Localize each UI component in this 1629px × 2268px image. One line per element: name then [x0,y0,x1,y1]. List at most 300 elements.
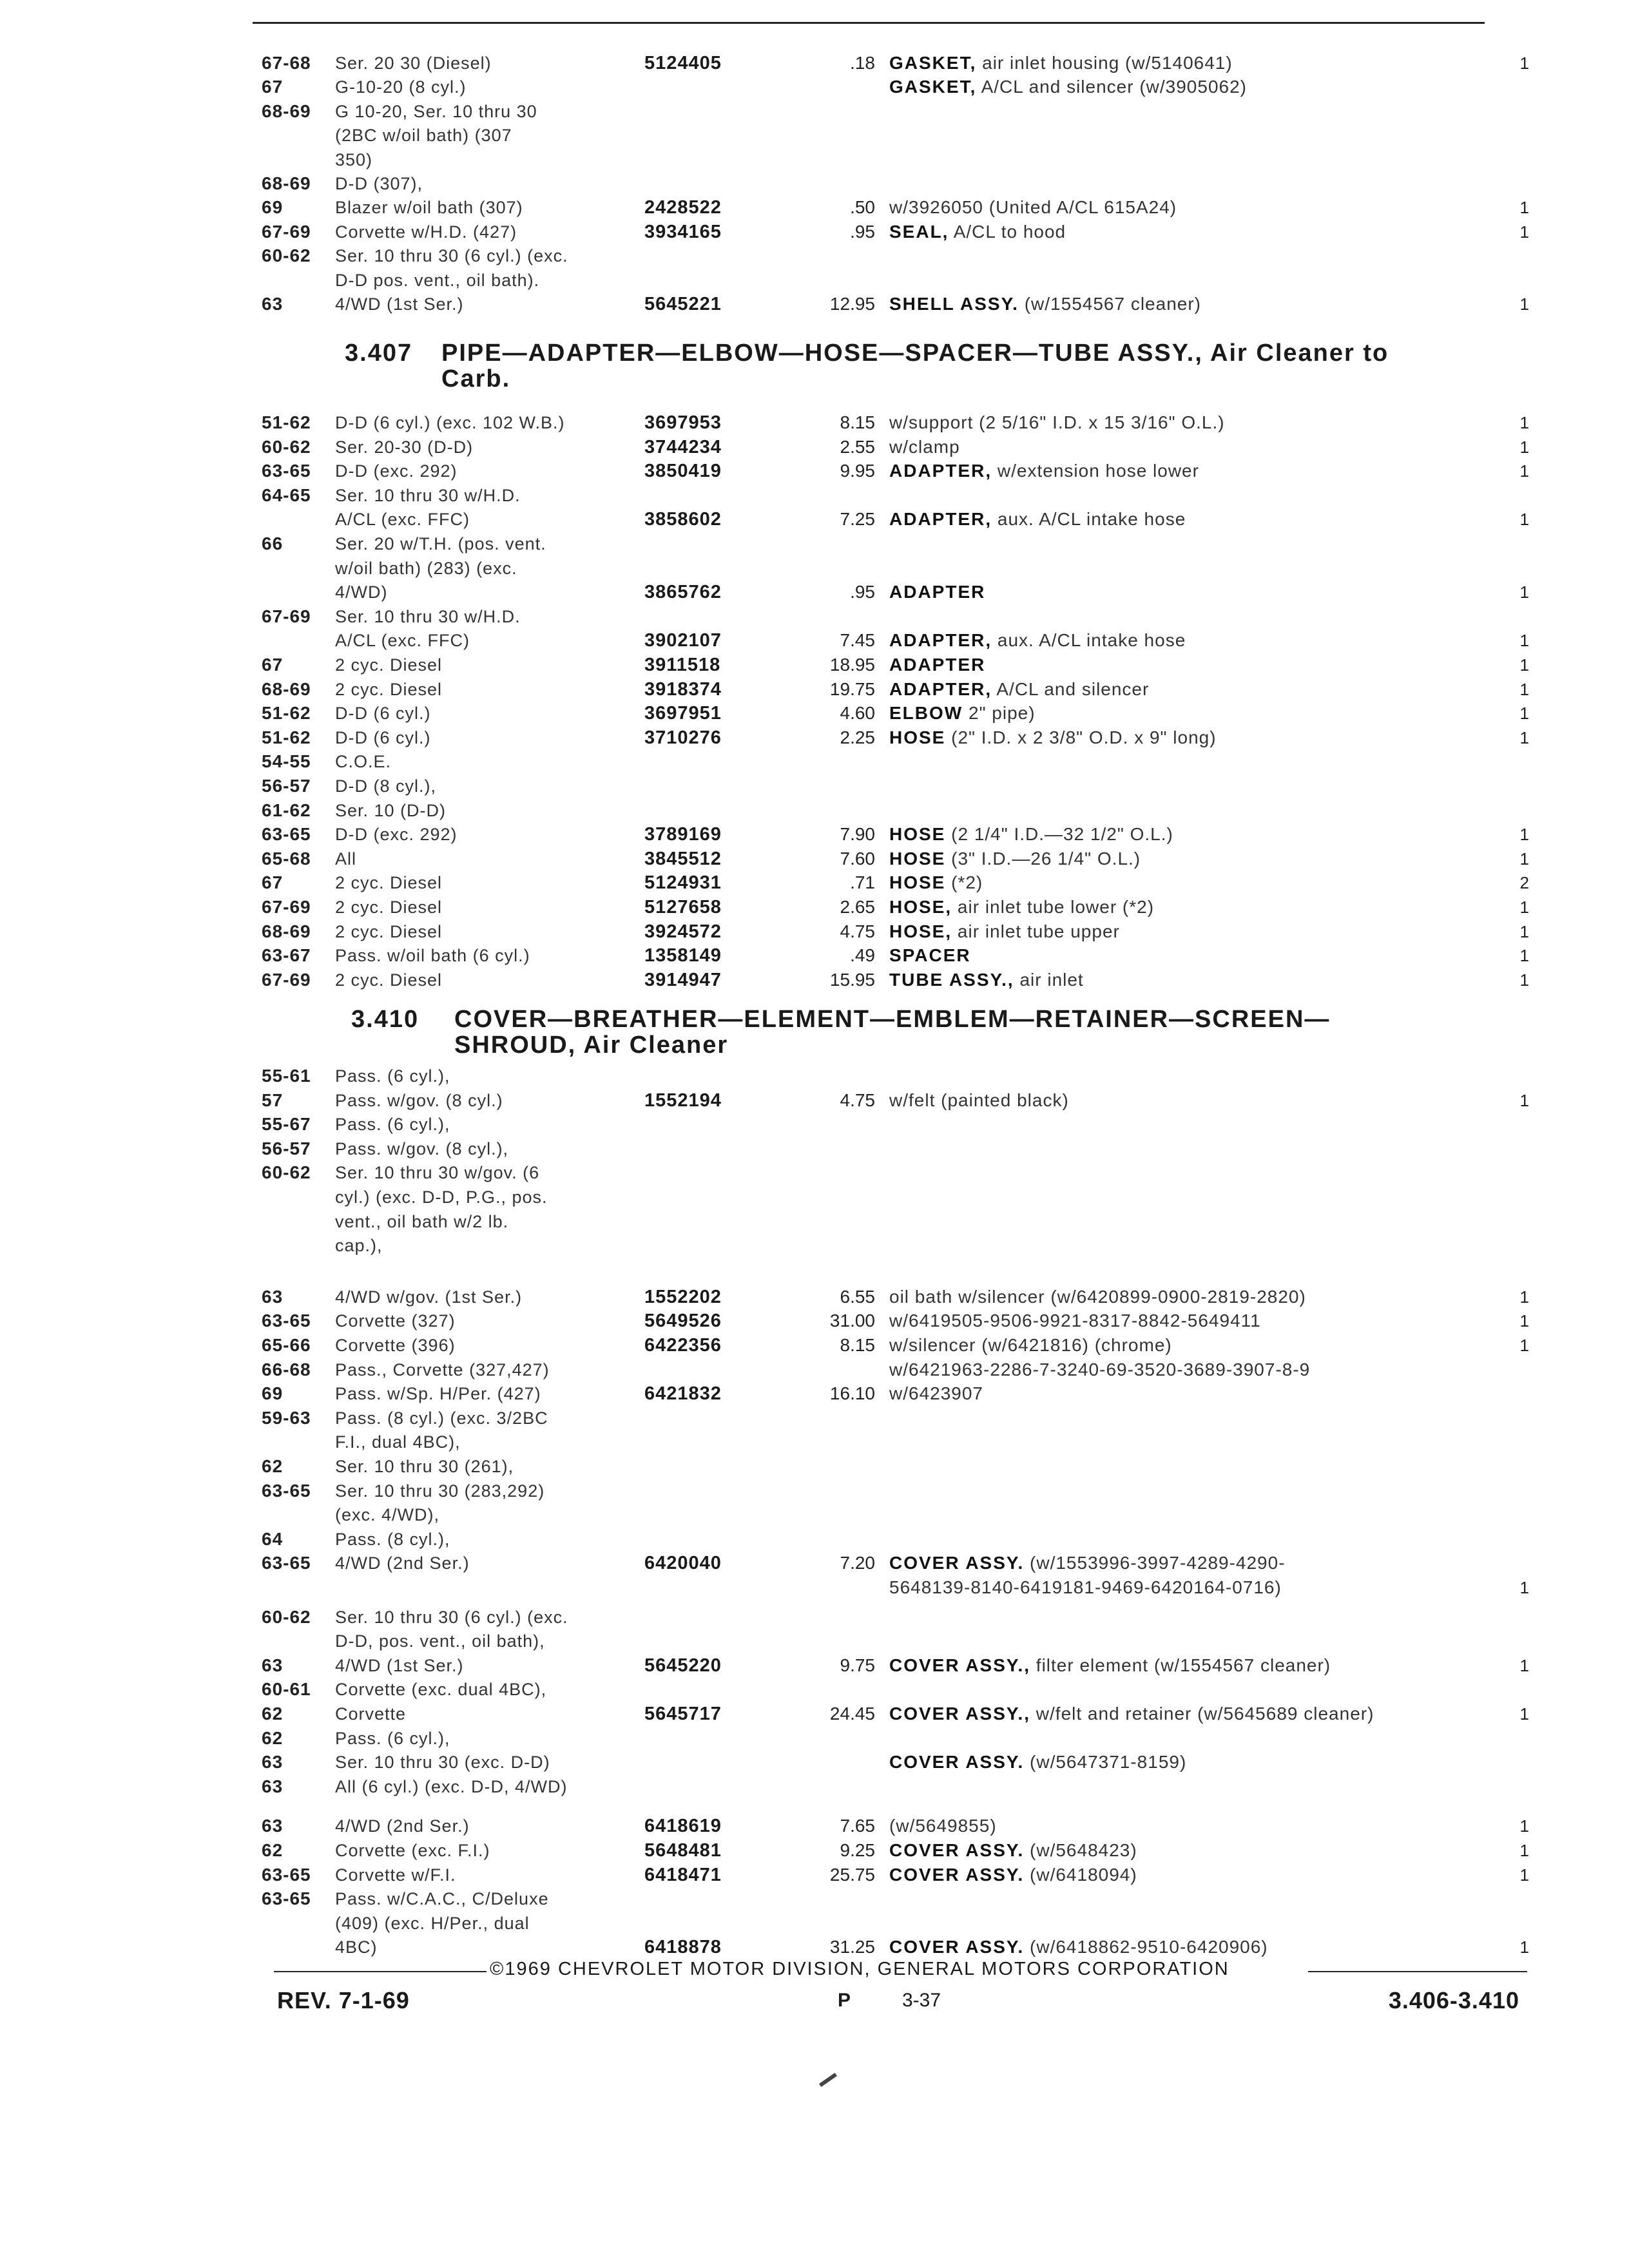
section-title: PIPE—ADAPTER—ELBOW—HOSE—SPACER—TUBE ASSY., Air Cleaner to [441,340,1389,367]
application: D-D, pos. vent., oil bath), [335,1631,545,1651]
model-years: 61-62 [262,800,311,820]
model-years: 60-62 [262,245,311,266]
page-prefix: P [838,1990,851,2011]
quantity: 1 [1519,222,1529,242]
price: 24.45 [829,1704,875,1724]
quantity: 1 [1519,825,1529,845]
part-number: 1358149 [644,945,722,966]
item-name: HOSE [889,824,946,845]
item-name: ADAPTER [889,655,986,675]
item-detail: w/6423907 [889,1383,984,1404]
description [889,74,1247,100]
application: (exc. 4/WD), [335,1505,440,1525]
application: 2 cyc. Diesel [335,873,443,893]
application: Ser. 10 thru 30 (exc. D-D) [335,1753,550,1773]
part-number: 3865762 [644,582,722,603]
model-years: 60-62 [262,1162,311,1183]
price: 7.25 [840,509,875,530]
description [889,1381,983,1407]
model-years: 67-68 [262,53,311,73]
description [889,579,985,605]
price: 7.90 [840,824,875,845]
item-name: ADAPTER [889,582,986,602]
quantity: 1 [1519,970,1529,990]
item-name: COVER ASSY. [889,1553,1025,1573]
price: 2.25 [840,727,875,747]
table-row [0,291,1629,320]
application: Corvette w/H.D. (427) [335,222,517,242]
model-years: 65-68 [262,848,311,869]
quantity: 1 [1519,679,1529,699]
description [889,506,1186,532]
item-detail: oil bath w/silencer (w/6420899-0900-2819-2820) [889,1286,1306,1307]
description [889,1575,1282,1600]
application: Pass. (8 cyl.) (exc. 3/2BC [335,1408,548,1428]
model-years: 68-69 [262,173,311,193]
item-detail: (w/6418094) [1030,1864,1137,1885]
model-years: 63-65 [262,1888,311,1909]
price: 7.20 [840,1553,875,1573]
quantity: 1 [1519,1090,1529,1110]
application: D-D (exc. 292) [335,461,458,481]
part-number: 3914947 [644,969,722,990]
part-number: 3850419 [644,461,722,482]
section-number: 3.407 [345,340,413,367]
model-years: 51-62 [262,727,311,747]
item-name: HOSE [889,727,946,747]
application: Corvette w/F.I. [335,1865,456,1885]
model-years: 63 [262,1816,284,1836]
application: cap.), [335,1236,383,1256]
price: .49 [850,945,875,966]
model-years: 66-68 [262,1359,311,1379]
quantity: 1 [1519,1578,1529,1597]
model-years: 63-65 [262,1553,311,1573]
application: Ser. 20 w/T.H. (pos. vent. [335,534,546,553]
footer-rule-left [274,1971,487,1972]
description [889,1357,1310,1383]
application: Ser. 10 thru 30 w/H.D. [335,485,521,505]
part-number: 5124405 [644,53,722,73]
application: Pass. w/Sp. H/Per. (427) [335,1384,541,1404]
item-detail: (2" I.D. x 2 3/8" O.D. x 9" long) [951,727,1217,747]
application: Ser. 10 thru 30 (6 cyl.) (exc. [335,1607,568,1627]
model-years: 69 [262,197,284,218]
part-number: 6418471 [644,1864,722,1885]
description [889,1088,1069,1113]
application: Blazer w/oil bath (307) [335,198,523,218]
quantity: 1 [1519,1655,1529,1675]
price: 25.75 [829,1864,875,1885]
item-name: ADAPTER, [889,630,992,651]
application: Pass. (8 cyl.), [335,1529,450,1549]
item-name: GASKET, [889,77,977,97]
table-row [0,1233,1629,1261]
application: 4/WD w/gov. (1st Ser.) [335,1287,523,1307]
item-name: HOSE [889,848,946,869]
item-detail: w/support (2 5/16" I.D. x 15 3/16" O.L.) [889,412,1225,432]
part-number: 6421832 [644,1383,722,1405]
model-years: 68-69 [262,101,311,121]
application: 2 cyc. Diesel [335,898,443,917]
model-years: 62 [262,1840,284,1860]
item-detail: (w/5647371-8159) [1030,1752,1187,1773]
part-number: 3744234 [644,436,722,457]
description [889,677,1149,702]
description [889,725,1217,751]
item-detail: w/6421963-2286-7-3240-69-3520-3689-3907-8-9 [889,1359,1311,1379]
part-number: 6420040 [644,1553,722,1574]
price: 9.75 [840,1655,875,1675]
model-years: 63 [262,1655,284,1675]
section-number: 3.410 [351,1006,419,1033]
description [889,628,1186,653]
application: (409) (exc. H/Per., dual [335,1913,530,1933]
application: D-D (307), [335,174,423,193]
quantity: 1 [1519,1704,1529,1724]
application: 2 cyc. Diesel [335,921,443,941]
model-years: 63 [262,294,284,314]
quantity: 1 [1519,849,1529,869]
part-number: 5645221 [644,294,722,314]
item-name: COVER ASSY. [889,1752,1025,1773]
description [889,870,983,896]
price: .50 [850,197,875,218]
price: 4.60 [840,703,875,724]
item-detail: (w/1553996-3997-4289-4290- [1030,1553,1286,1573]
price: 7.60 [840,848,875,869]
top-rule [253,22,1485,24]
application: A/CL (exc. FFC) [335,510,470,530]
copyright-notice: ©1969 CHEVROLET MOTOR DIVISION, GENERAL MOTORS CORPORATION [490,1959,1229,1979]
price: 31.25 [829,1937,875,1957]
model-years: 51-62 [262,412,311,432]
price: 4.75 [840,1090,875,1110]
application: C.O.E. [335,752,392,772]
model-years: 55-61 [262,1066,311,1086]
quantity: 1 [1519,198,1529,218]
section-title-cont: Carb. [441,365,511,392]
table-row [0,967,1629,995]
item-detail: (3" I.D.—26 1/4" O.L.) [951,848,1141,869]
item-name: COVER ASSY. [889,1937,1025,1957]
model-years: 63 [262,1286,284,1307]
application: 2 cyc. Diesel [335,655,443,675]
model-years: 67-69 [262,606,311,626]
price: 16.10 [829,1383,875,1404]
application: Pass., Corvette (327,427) [335,1360,550,1379]
model-years: 67-69 [262,969,311,990]
part-number: 5648481 [644,1840,722,1861]
item-name: SPACER [889,945,971,966]
model-years: 62 [262,1704,284,1724]
quantity: 1 [1519,921,1529,941]
application: Corvette (327) [335,1311,456,1331]
application: w/oil bath) (283) (exc. [335,558,517,578]
quantity: 1 [1519,1336,1529,1355]
item-name: ADAPTER, [889,509,992,530]
part-number: 3845512 [644,848,722,869]
quantity: 1 [1519,1865,1529,1885]
part-number: 3911518 [644,655,721,675]
part-number: 3697951 [644,703,722,724]
part-number: 3697953 [644,412,722,433]
quantity: 1 [1519,437,1529,457]
application: Corvette [335,1704,407,1724]
item-detail: w/clamp [889,436,960,457]
price: 6.55 [840,1286,875,1307]
model-years: 68-69 [262,678,311,699]
application: Ser. 10 thru 30 w/gov. (6 [335,1163,540,1183]
description [889,967,1084,993]
model-years: 69 [262,1383,284,1404]
description [889,943,971,968]
description [889,458,1199,484]
quantity: 1 [1519,704,1529,724]
item-name: SHELL ASSY. [889,294,1019,314]
item-name: COVER ASSY. [889,1864,1025,1885]
model-years: 63-65 [262,461,311,481]
application: Pass. (6 cyl.), [335,1066,450,1086]
application: Pass. (6 cyl.), [335,1728,450,1748]
price: .95 [850,582,875,602]
item-detail: air inlet [1019,969,1084,990]
part-number: 3710276 [644,727,722,748]
table-row [0,1774,1629,1802]
part-number: 5645717 [644,1704,722,1724]
item-name: ELBOW [889,703,963,724]
section-range: 3.406-3.410 [1388,1987,1519,2013]
item-detail: w/6419505-9506-9921-8317-8842-5649411 [889,1311,1261,1331]
application: Corvette (exc. dual 4BC), [335,1680,547,1700]
application: D-D (6 cyl.) [335,704,431,724]
quantity: 1 [1519,1841,1529,1860]
description [889,195,1177,220]
model-years: 67 [262,872,284,893]
item-name: TUBE ASSY., [889,969,1014,990]
application: 4/WD (1st Ser.) [335,294,464,314]
model-years: 51-62 [262,703,311,724]
description [889,846,1141,872]
model-years: 62 [262,1456,284,1476]
revision-date: REV. 7-1-69 [277,1987,410,2013]
application: Ser. 20 30 (Diesel) [335,53,492,73]
application: Ser. 10 thru 30 w/H.D. [335,606,521,626]
application: Pass. w/C.A.C., C/Deluxe [335,1889,549,1909]
application: All [335,849,357,869]
description [889,919,1120,945]
item-name: GASKET, [889,53,977,73]
model-years: 67-69 [262,897,311,917]
application: Corvette (396) [335,1336,456,1355]
application: D-D (6 cyl.) (exc. 102 W.B.) [335,413,565,432]
model-years: 66 [262,533,284,553]
model-years: 63 [262,1776,284,1796]
application: vent., oil bath w/2 lb. [335,1211,509,1231]
model-years: 59-63 [262,1407,311,1428]
item-detail: (2 1/4" I.D.—32 1/2" O.L.) [951,824,1173,845]
item-name: HOSE [889,872,946,893]
model-years: 63-65 [262,1480,311,1501]
item-name: COVER ASSY., [889,1704,1031,1724]
application: Ser. 10 (D-D) [335,800,447,820]
application: All (6 cyl.) (exc. D-D, 4/WD) [335,1776,568,1796]
description [889,1284,1306,1310]
model-years: 63-65 [262,1311,311,1331]
model-years: 60-62 [262,436,311,457]
item-detail: air inlet housing (w/5140641) [982,53,1233,73]
item-detail: (w/5649855) [889,1816,997,1836]
model-years: 60-62 [262,1606,311,1627]
page-number: 3-37 [902,1990,941,2011]
price: 15.95 [829,969,875,990]
model-years: 63-67 [262,945,311,966]
quantity: 1 [1519,413,1529,432]
item-detail: 2" pipe) [969,703,1036,724]
part-number: 5649526 [644,1311,722,1332]
item-name: HOSE, [889,921,952,941]
application: A/CL (exc. FFC) [335,631,470,651]
model-years: 54-55 [262,751,311,772]
application: (2BC w/oil bath) (307 [335,126,512,146]
model-years: 64 [262,1528,284,1549]
part-number: 6422356 [644,1335,722,1356]
part-number: 3858602 [644,509,722,530]
model-years: 67 [262,655,284,675]
part-number: 6418878 [644,1937,722,1958]
application: Pass. w/gov. (8 cyl.), [335,1139,509,1158]
price: 31.00 [829,1311,875,1331]
item-name: SEAL, [889,221,949,242]
quantity: 1 [1519,582,1529,602]
application: Ser. 20-30 (D-D) [335,437,474,457]
item-detail: w/felt (painted black) [889,1090,1069,1110]
application: Ser. 10 thru 30 (261), [335,1457,514,1476]
description [889,1749,1186,1775]
model-years: 65-66 [262,1335,311,1355]
model-years: 63-65 [262,1864,311,1885]
quantity: 1 [1519,1287,1529,1307]
section-title-cont: SHROUD, Air Cleaner [454,1032,729,1059]
application: Pass. w/oil bath (6 cyl.) [335,946,530,966]
part-number: 5645220 [644,1655,722,1676]
application: G 10-20, Ser. 10 thru 30 [335,101,537,121]
item-name: HOSE, [889,897,952,917]
model-years: 55-67 [262,1114,311,1135]
application: 2 cyc. Diesel [335,679,443,699]
application: 4/WD (2nd Ser.) [335,1816,470,1836]
price: .18 [850,53,875,73]
application: Ser. 10 thru 30 (283,292) [335,1481,545,1501]
application: D-D (8 cyl.), [335,776,436,796]
description [889,1813,997,1839]
item-detail: (*2) [951,872,983,893]
part-number: 1552202 [644,1286,722,1307]
quantity: 1 [1519,946,1529,966]
part-number: 6418619 [644,1816,722,1837]
quantity: 1 [1519,510,1529,530]
item-detail: w/extension hose lower [997,461,1199,481]
application: D-D (exc. 292) [335,825,458,845]
part-number: 3924572 [644,921,722,942]
description [889,434,960,460]
description [889,1308,1261,1334]
item-name: COVER ASSY. [889,1840,1025,1860]
item-detail: A/CL and silencer (w/3905062) [981,77,1247,97]
item-detail: 5648139-8140-6419181-9469-6420164-0716) [889,1577,1282,1597]
price: 8.15 [840,1335,875,1355]
model-years: 67-69 [262,221,311,242]
description [889,219,1066,245]
price: 19.75 [829,678,875,699]
item-detail: aux. A/CL intake hose [997,630,1186,651]
item-detail: w/silencer (w/6421816) (chrome) [889,1335,1172,1355]
model-years: 68-69 [262,921,311,941]
quantity: 2 [1519,873,1529,893]
item-detail: filter element (w/1554567 cleaner) [1036,1655,1331,1675]
application: 4/WD (2nd Ser.) [335,1553,470,1573]
model-years: 63-65 [262,824,311,845]
part-number: 3918374 [644,678,722,700]
description [889,1838,1137,1863]
application: 4BC) [335,1937,378,1957]
price: 18.95 [829,655,875,675]
model-years: 63 [262,1752,284,1773]
price: 4.75 [840,921,875,941]
item-detail: w/3926050 (United A/CL 615A24) [889,197,1177,218]
footer-rule-right [1308,1971,1527,1972]
quantity: 1 [1519,1937,1529,1957]
item-detail: air inlet tube lower (*2) [957,897,1155,917]
description [889,822,1173,847]
model-years: 56-57 [262,1138,311,1158]
table-row [0,1575,1629,1603]
application: Ser. 10 thru 30 (6 cyl.) (exc. [335,246,568,266]
application: Pass. (6 cyl.), [335,1115,450,1135]
section-title: COVER—BREATHER—ELEMENT—EMBLEM—RETAINER—SCREEN— [454,1006,1331,1033]
model-years: 62 [262,1727,284,1748]
item-detail: A/CL and silencer [996,678,1150,699]
quantity: 1 [1519,898,1529,917]
item-name: ADAPTER, [889,678,992,699]
description [889,1332,1172,1358]
price: 7.45 [840,630,875,651]
item-detail: (w/5648423) [1030,1840,1137,1860]
price: 12.95 [829,294,875,314]
quantity: 1 [1519,53,1529,73]
part-number: 5124931 [644,872,722,894]
application: Corvette (exc. F.I.) [335,1841,490,1860]
price: 7.65 [840,1816,875,1836]
description [889,700,1036,726]
model-years: 67 [262,77,284,97]
part-number: 2428522 [644,197,722,218]
part-number: 3902107 [644,630,722,651]
item-detail: w/felt and retainer (w/5645689 cleaner) [1036,1704,1374,1724]
application: F.I., dual 4BC), [335,1432,461,1452]
description [889,410,1225,436]
description [889,291,1201,317]
item-detail: air inlet tube upper [957,921,1120,941]
quantity: 1 [1519,631,1529,651]
description [889,1862,1137,1888]
part-number: 5127658 [644,897,722,918]
application: Pass. w/gov. (8 cyl.) [335,1090,503,1110]
item-detail: A/CL to hood [953,221,1066,242]
application: 4/WD) [335,582,388,602]
description [889,50,1233,76]
description [889,1934,1268,1960]
